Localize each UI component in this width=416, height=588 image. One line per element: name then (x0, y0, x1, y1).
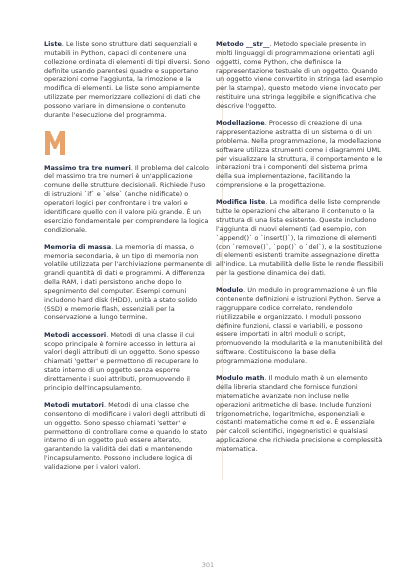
glossary-entry (216, 286, 384, 366)
entry-definition: . Metodi di una classe che consentono di modificare i valori degli attributi di un oggetto. Sono spesso chiamati 'setter' e permettono di controllare come e quando lo stato interno di un oggetto può essere alterato, garantendo la validità dei dati e mantenendo l'incapsulamento. Possono includere logica di validazione per i valori valori. (44, 401, 208, 471)
entry-definition: . Il problema del calcolo del massimo tra tre numeri è un'applicazione comune delle strutture decisionali. Richiede l'uso di istruzioni `if` e `else` (anche nidificate) o operatori logici per confrontare i tre valori e identificare quello con il valore più grande. È un esercizio fondamentale per comprendere la logica condizionale. (44, 163, 209, 234)
entry-term: Metodi mutatori (44, 401, 104, 410)
glossary-entry (44, 331, 212, 393)
entry-definition: . La modifica delle liste comprende tutte le operazioni che alterano il contenuto o la struttura di una lista esistente. Queste includono l'aggiunta di nuovi elementi (ad esempio, con `append()` o `insert()`), la rimozione di elementi (con `remove()`, `pop()` o `del`), e la sostituzione di elementi esistenti tramite assegnazione diretta all'indice. La mutabilità delle liste le rende flessibili per la gestione dinamica dei dati. (216, 198, 384, 278)
left-top-entries (44, 40, 212, 120)
left-column (44, 40, 223, 480)
page-number: 301 (201, 561, 215, 569)
right-entries (216, 40, 384, 454)
entry-definition: . Le liste sono strutture dati sequenziali e mutabili in Python, capaci di contenere una collezione ordinata di elementi di tipi diversi. Sono definite usando parentesi quadre e supportano operazioni come l'aggiunta, la rimozione e la modifica di elementi. Le liste sono ampiamente utilizzate per memorizzare collezioni di dati che possono variare in dimensione o contenuto durante l'esecuzione del programma. (44, 40, 210, 119)
glossary-entry (44, 243, 212, 323)
glossary-entry (216, 198, 384, 278)
entry-term: Metodi accessori (44, 330, 107, 339)
entry-term: Modifica liste (216, 198, 266, 207)
glossary-entry (44, 164, 212, 235)
entry-term: Memoria di massa (44, 242, 112, 251)
glossary-entry (44, 40, 212, 120)
entry-term: Liste (44, 40, 62, 48)
right-column (216, 40, 384, 462)
entry-term: Modellazione (216, 119, 265, 128)
entry-definition: . La memoria di massa, o memoria secondaria, è un tipo di memoria non volatile utilizzata per l'archiviazione permanente di grandi quantità di dati e programmi. A differenza della RAM, i dati persistono anche dopo lo spegnimento del computer. Esempi comuni includono hard disk (HDD), unità a stato solido (SSD) e memorie flash, essenziali per la conservazione a lungo termine. (44, 242, 212, 322)
entry-definition: . Metodo speciale presente in molti linguaggi di programmazione orientati agli oggetti, come Python, che definisce la rappresentazione testuale di un oggetto. Quando un oggetto viene convertito in stringa (ad esempio per la stampa), questo metodo viene invocato per restituire una stringa leggibile e significativa che descrive l'oggetto. (216, 40, 383, 110)
left-bottom-entries (44, 164, 212, 472)
entry-term: Massimo tra tre numeri (44, 163, 131, 172)
entry-definition: . Un modulo in programmazione è un file contenente definizioni e istruzioni Python. Serve a raggruppare codice correlato, rendendolo riutilizzabile e organizzato. I moduli possono definire funzioni, classi e variabili, e possono essere importati in altri moduli o script, promuovendo la modularità e la manutenibilità del software. Costituiscono la base della programmazione modulare. (216, 286, 383, 366)
entry-term: Metodo __str__ (216, 40, 270, 48)
letter-m-glyph (44, 130, 66, 156)
glossary-entry (44, 401, 212, 472)
entry-term: Modulo math (216, 374, 265, 383)
glossary-entry (216, 40, 384, 111)
entry-definition: . Processo di creazione di una rappresentazione astratta di un sistema o di un problema. Nella programmazione, la modellazione software utilizza strumenti come i diagrammi UML per visualizzare la struttura, il comportamento e le interazioni tra i componenti del sistema prima della sua implementazione, facilitando la comprensione e la progettazione. (216, 119, 383, 190)
entry-term: Modulo (216, 286, 244, 295)
glossary-entry (216, 119, 384, 190)
glossary-entry (216, 374, 384, 454)
letter-heading-M (44, 130, 66, 156)
entry-definition: . Metodi di una classe il cui scopo principale è fornire accesso in lettura ai valori degli attributi di un oggetto. Sono spesso chiamati 'getter' e permettono di recuperare lo stato interno di un oggetto senza esporre direttamente i suoi attributi, promuovendo il principio dell'incapsulamento. (44, 330, 200, 392)
entry-definition: . Il modulo math è un elemento della libreria standard che fornisce funzioni matematiche avanzate non incluse nelle operazioni aritmetiche di base. Include funzioni trigonometriche, logaritmiche, esponenziali e costanti matematiche come π ed e. È essenziale per calcoli scientifici, ingegneristici e qualsiasi applicazione che richieda precisione e complessità matematica. (216, 374, 383, 453)
